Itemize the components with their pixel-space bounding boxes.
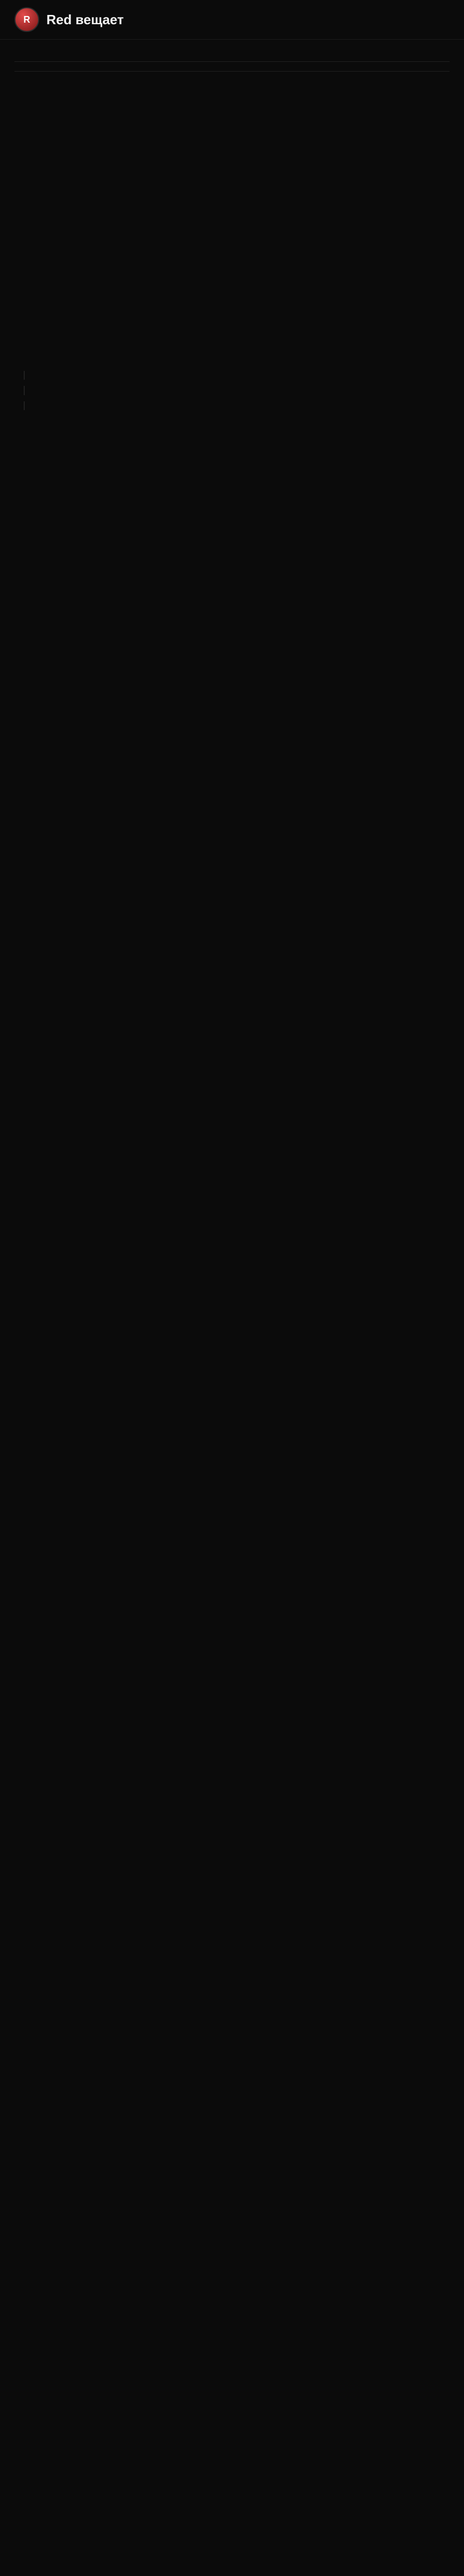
reply	[24, 371, 450, 380]
comment	[14, 161, 450, 170]
channel-header	[0, 0, 464, 40]
section-divider	[14, 61, 450, 62]
comment	[14, 339, 450, 348]
comment	[14, 178, 450, 187]
channel-avatar[interactable]: R	[14, 7, 39, 32]
comment	[14, 97, 450, 106]
comment	[14, 274, 450, 283]
comment	[14, 81, 450, 90]
reply	[24, 401, 450, 410]
comment	[14, 323, 450, 331]
comment	[14, 129, 450, 138]
channel-title: Red вещает	[46, 11, 124, 27]
comment	[14, 210, 450, 218]
comment	[14, 307, 450, 315]
comment	[14, 291, 450, 299]
comment	[14, 355, 450, 364]
post-content	[0, 40, 464, 410]
comment	[14, 242, 450, 251]
comment	[14, 258, 450, 267]
comment	[14, 226, 450, 235]
comment	[14, 113, 450, 122]
comment	[14, 145, 450, 154]
comment	[14, 194, 450, 202]
reply	[24, 386, 450, 395]
section-divider	[14, 71, 450, 72]
